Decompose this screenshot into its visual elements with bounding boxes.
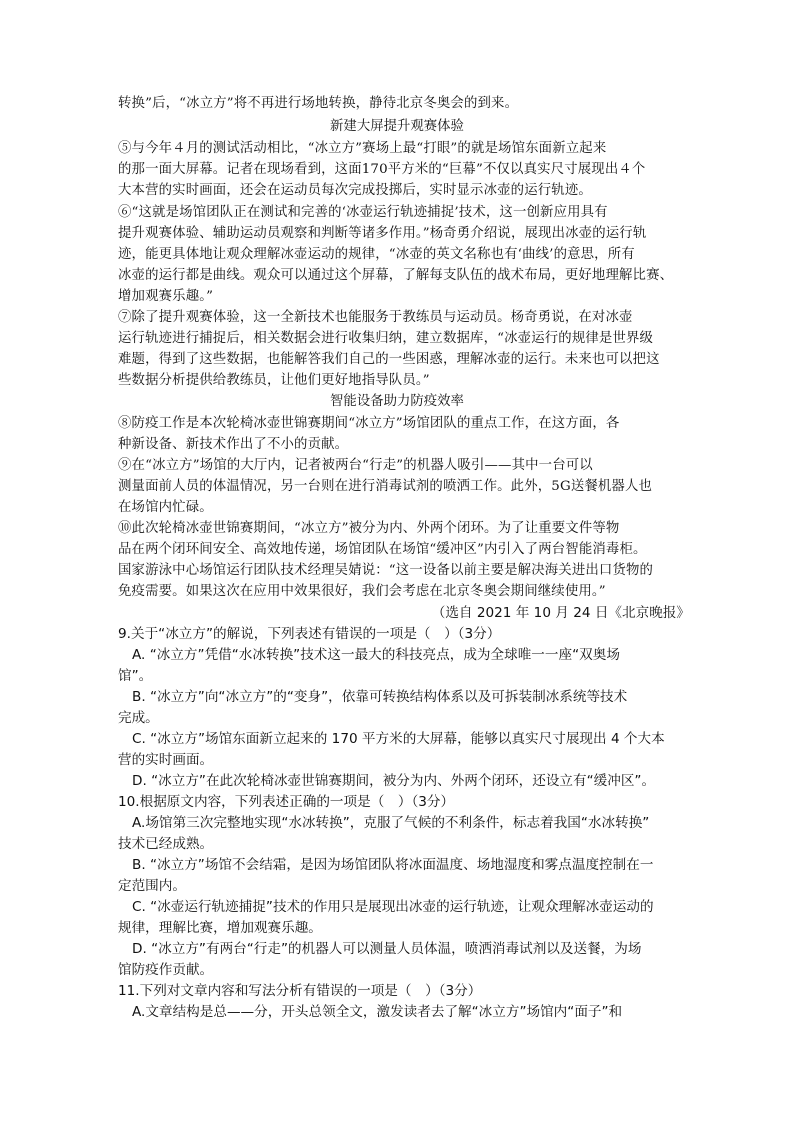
- question-9-stem: 9.关于“冰立方”的解说，下列表述有错误的一项是（ ）（3分）: [118, 626, 501, 642]
- paragraph-10-line: ⑩此次轮椅冰壶世锦赛期间，“冰立方”被分为内、外两个闭环。为了让重要文件等物: [118, 521, 620, 536]
- question-9-option-c-cont: 营的实时画面。: [118, 752, 214, 768]
- question-10-option-a: A.场馆第三次完整地实现“水冰转换”，克服了气候的不利条件，标志着我国“水冰转换”: [132, 815, 650, 831]
- paragraph-7-line: 难题，得到了这些数据，也能解答我们自己的一些困惑，理解冰壶的运行。未来也可以把这: [118, 352, 660, 367]
- question-10-option-c: C. “冰壶运行轨迹捕捉”技术的作用只是展现出冰壶的运行轨迹，让观众理解冰壶运动的: [132, 899, 654, 915]
- question-9-option-a-cont: 馆”。: [118, 668, 153, 684]
- article-source: （选自 2021 年 10 月 24 日《北京晚报》: [431, 605, 690, 621]
- paragraph-8-line: ⑧防疫工作是本次轮椅冰壶世锦赛期间“冰立方”场馆团队的重点工作，在这方面，各: [118, 416, 620, 431]
- question-10-option-c-cont: 规律，理解比赛，增加观赛乐趣。: [118, 920, 322, 936]
- paragraph-9-line: ⑨在“冰立方”场馆的大厅内，记者被两台“行走”的机器人吸引——其中一台可以: [118, 458, 593, 473]
- question-11-stem: 11.下列对文章内容和写法分析有错误的一项是（ ）（3分）: [118, 983, 482, 999]
- question-9-option-b: B. “冰立方”向“冰立方”的“变身”，依靠可转换结构体系以及可拆装制冰系统等技术: [132, 689, 628, 705]
- section-heading-screen: 新建大屏提升观赛体验: [330, 119, 464, 134]
- paragraph-5-line: 大本营的实时画面，还会在运动员每次完成投掷后，实时显示冰壶的运行轨迹。: [118, 183, 592, 198]
- question-9-option-b-cont: 完成。: [118, 710, 159, 726]
- paragraph-7-line: 些数据分析提供给教练员，让他们更好地指导队员。”: [118, 373, 430, 388]
- paragraph-6-line: 迹，能更具体地让观众理解冰壶运动的规律，“冰壶的英文名称也有‘曲线’的意思，所有: [118, 247, 635, 262]
- paragraph-5-line: 的那一面大屏幕。记者在现场看到，这面170平方米的“巨幕”不仅以真实尺寸展现出４个: [118, 162, 646, 177]
- question-10-option-b: B. “冰立方”场馆不会结霜，是因为场馆团队将冰面温度、场地湿度和雾点温度控制在一: [132, 857, 654, 873]
- paragraph-7-line: ⑦除了提升观赛体验，这一全新技术也能服务于教练员与运动员。杨奇勇说，在对冰壶: [118, 310, 633, 325]
- paragraph-10-line: 品在两个闭环间安全、高效地传递，场馆团队在场馆“缓冲区”内引入了两台智能消毒柜。: [118, 542, 647, 557]
- question-10-option-d-cont: 馆防疫作贡献。: [118, 962, 214, 978]
- paragraph-6-line: 冰壶的运行都是曲线。观众可以通过这个屏幕，了解每支队伍的战术布局，更好地理解比赛、: [118, 268, 674, 283]
- paragraph-6-line: 提升观赛体验、辅助运动员观察和判断等诸多作用。”杨奇勇介绍说，展现出冰壶的运行轨: [118, 226, 647, 241]
- paragraph-6-line: 增加观赛乐趣。”: [118, 289, 214, 304]
- paragraph-6-line: ⑥“这就是场馆团队正在测试和完善的‘冰壶运行轨迹捕捉’技术，这一创新应用具有: [118, 205, 608, 220]
- section-heading-epidemic: 智能设备助力防疫效率: [330, 394, 464, 409]
- question-10-stem: 10.根据原文内容，下列表述正确的一项是（ ）（3分）: [118, 794, 455, 810]
- paragraph-9-line: 在场馆内忙碌。: [118, 500, 213, 515]
- paragraph-10-line: 国家游泳中心场馆运行团队技术经理吴婧说：“这一设备以前主要是解决海关进出口货物的: [118, 563, 654, 578]
- question-10-option-b-cont: 定范围内。: [118, 878, 186, 894]
- paragraph-10-line: 免疫需要。如果这次在应用中效果很好，我们会考虑在北京冬奥会期间继续使用。”: [118, 584, 606, 599]
- question-9-option-d: D. “冰立方”在此次轮椅冰壶世锦赛期间，被分为内、外两个闭环，还设立有“缓冲区”。: [132, 773, 656, 789]
- paragraph-5-line: ⑤与今年４月的测试活动相比，“冰立方”赛场上最“打眼”的就是场馆东面新立起来: [118, 141, 607, 156]
- question-9-option-c: C. “冰立方”场馆东面新立起来的 170 平方米的大屏幕，能够以真实尺寸展现出 4 个大本: [132, 731, 665, 747]
- article-line: 转换”后，“冰立方”将不再进行场地转换，静待北京冬奥会的到来。: [118, 96, 519, 111]
- paragraph-8-line: 种新设备、新技术作出了不小的贡献。: [118, 437, 349, 452]
- question-11-option-a: A.文章结构是总——分，开头总领全文，激发读者去了解“冰立方”场馆内“面子”和: [132, 1004, 623, 1020]
- paragraph-7-line: 运行轨迹进行捕捉后，相关数据会进行收集归纳，建立数据库，“冰壶运行的规律是世界级: [118, 331, 654, 346]
- question-10-option-a-cont: 技术已经成熟。: [118, 836, 214, 852]
- paragraph-9-line: 测量面前人员的体温情况，另一台则在进行消毒试剂的喷洒工作。此外，5G送餐机器人也: [118, 479, 653, 494]
- question-9-option-a: A. “冰立方”凭借“水冰转换”技术这一最大的科技亮点，成为全球唯一一座“双奥场: [132, 647, 620, 663]
- question-10-option-d: D. “冰立方”有两台“行走”的机器人可以测量人员体温，喷洒消毒试剂以及送餐，为场: [132, 941, 642, 957]
